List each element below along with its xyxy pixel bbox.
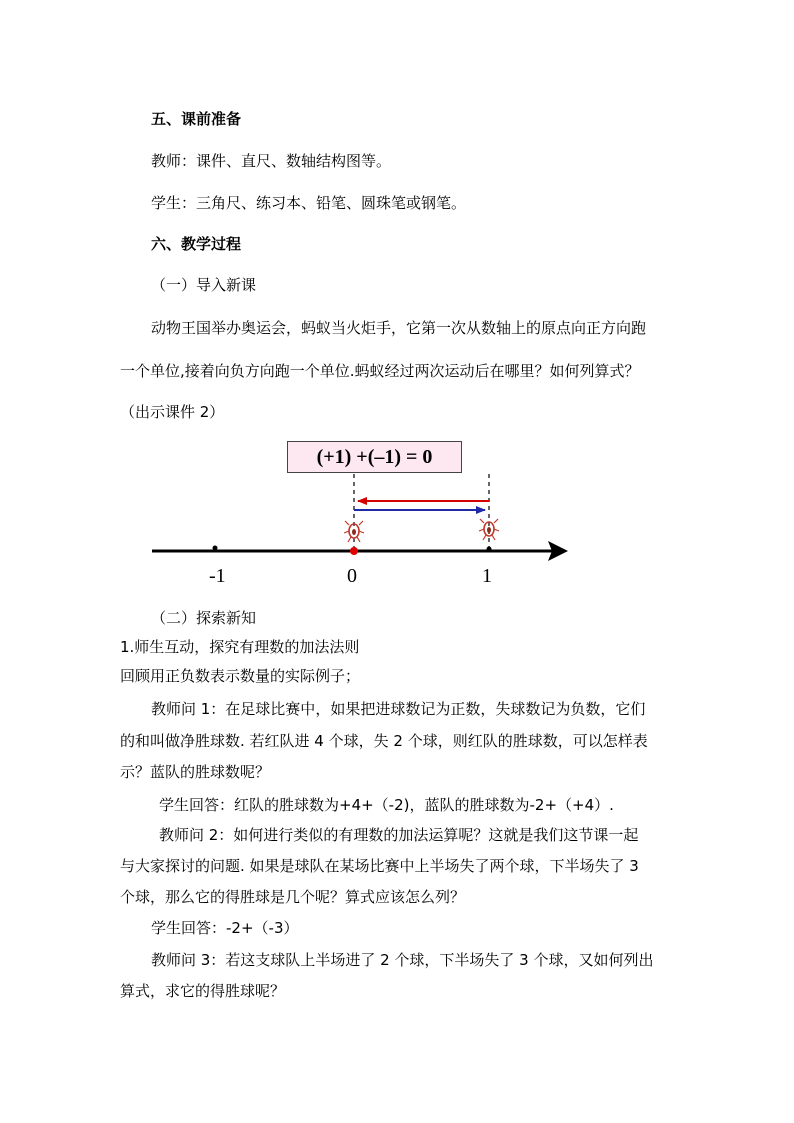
point-minus-one [213, 546, 218, 551]
section6-heading: 六、教学过程 [151, 235, 242, 253]
tick-label-zero: 0 [347, 565, 357, 587]
part2-title: （二）探索新知 [151, 609, 257, 627]
formula-text: (+1) +(–1) = 0 [316, 446, 433, 468]
section5-heading: 五、课前准备 [151, 110, 242, 128]
answer1: 学生回答：红队的胜球数为+4+（-2)，蓝队的胜球数为-2+（+4）. [159, 796, 614, 814]
question2-line2: 与大家探讨的问题. 如果是球队在某场比赛中上半场失了两个球，下半场失了 3 [120, 857, 639, 875]
review-text: 回顾用正负数表示数量的实际例子； [120, 667, 361, 685]
question1-line1: 教师问 1：在足球比赛中，如果把进球数记为正数，失球数记为负数，它们 [151, 700, 646, 718]
tick-label-one: 1 [482, 565, 492, 587]
question3-line1: 教师问 3：若这支球队上半场进了 2 个球，下半场失了 3 个球，又如何列出 [151, 951, 654, 969]
ant-icon-one [479, 519, 499, 540]
question1-line2: 的和叫做净胜球数. 若红队进 4 个球，失 2 个球，则红队的胜球数，可以怎样表 [120, 732, 648, 750]
answer2: 学生回答：-2+（-3） [151, 919, 299, 937]
question2-line3: 个球，那么它的得胜球是几个呢？算式应该怎么列？ [120, 888, 466, 906]
number-line-diagram [148, 430, 588, 600]
courseware-note: （出示课件 2） [120, 403, 225, 421]
item1-title: 1.师生互动，探究有理数的加法法则 [120, 638, 360, 656]
question2-line1: 教师问 2：如何进行类似的有理数的加法运算呢？这就是我们这节课一起 [159, 826, 639, 844]
intro-paragraph-line2: 一个单位,接着向负方向跑一个单位.蚂蚁经过两次运动后在哪里？如何列算式？ [120, 362, 640, 380]
point-one [487, 547, 492, 552]
tick-label-minus-one: -1 [209, 565, 226, 587]
part1-title: （一）导入新课 [151, 276, 257, 294]
question3-line2: 算式，求它的得胜球呢？ [120, 982, 286, 1000]
question1-line3: 示？蓝队的胜球数呢？ [120, 763, 271, 781]
teacher-preparation: 教师：课件、直尺、数轴结构图等。 [151, 152, 392, 170]
student-preparation: 学生：三角尺、练习本、铅笔、圆珠笔或钢笔。 [151, 194, 467, 212]
origin-point [350, 547, 358, 555]
intro-paragraph-line1: 动物王国举办奥运会，蚂蚁当火炬手，它第一次从数轴上的原点向正方向跑 [151, 319, 647, 337]
